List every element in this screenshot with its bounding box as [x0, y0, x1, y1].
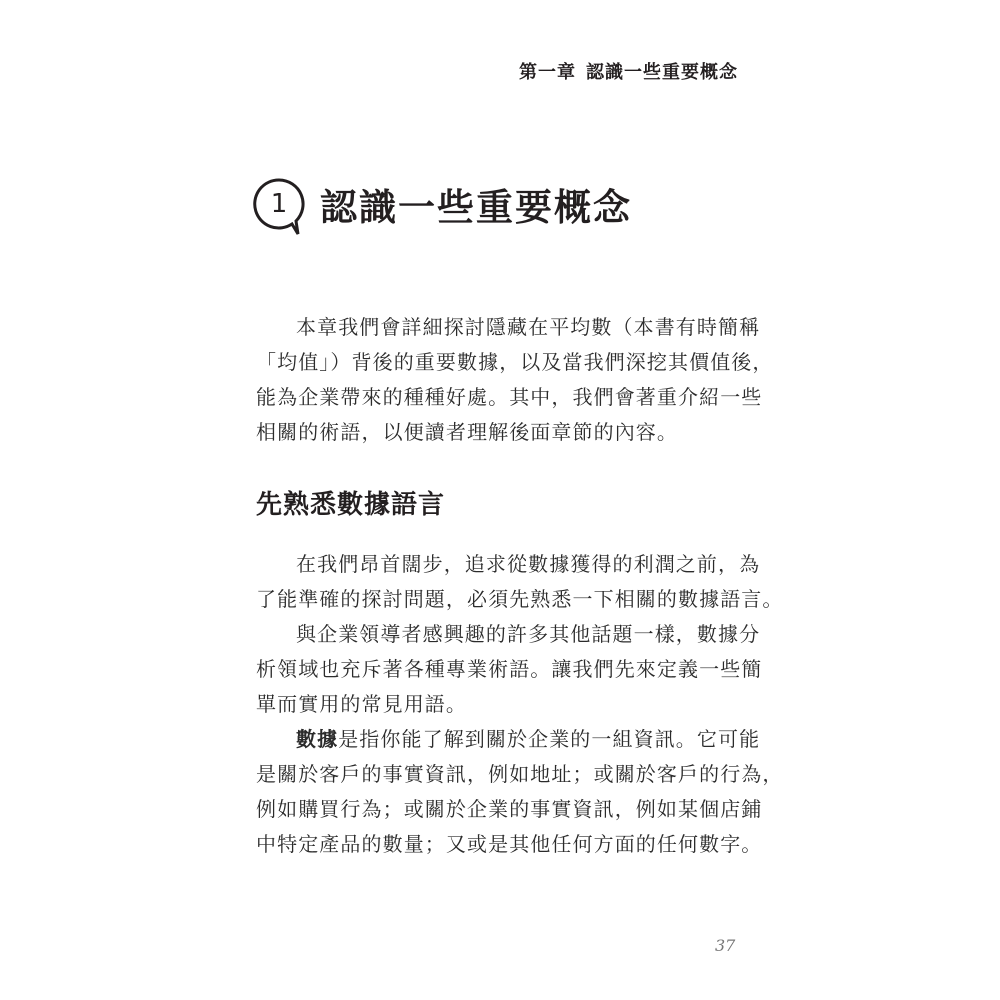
text-line: 相關的術語，以便讀者理解後面章節的內容。 [256, 420, 678, 444]
speech-bubble-number-icon [252, 177, 306, 231]
text-line: 例如購買行為；或關於企業的事實資訊，例如某個店鋪 [256, 797, 763, 821]
page-number: 37 [715, 936, 736, 955]
text-line: 是關於客戶的事實資訊，例如地址；或關於客戶的行為， [256, 762, 784, 786]
text-line: 了能準確的探討問題，必須先熟悉一下相關的數據語言。 [256, 587, 784, 611]
running-head-title: 認識一些重要概念 [586, 62, 738, 83]
intro-paragraph [256, 310, 774, 450]
text-line: 單而實用的常見用語。 [256, 692, 467, 716]
text-line: 「均值」）背後的重要數據，以及當我們深挖其價值後， [256, 350, 774, 374]
section-body [256, 547, 784, 862]
text-line: 在我們昂首闊步，追求從數據獲得的利潤之前，為 [296, 552, 761, 576]
section-heading: 先熟悉數據語言 [256, 490, 446, 520]
chapter-number: 1 [270, 189, 288, 219]
definition-text: 是指你能了解到關於企業的一組資訊。它可能 [338, 727, 761, 751]
running-head [519, 58, 738, 84]
text-line: 能為企業帶來的種種好處。其中，我們會著重介紹一些 [256, 385, 763, 409]
text-line: 中特定產品的數量；又或是其他任何方面的任何數字。 [256, 832, 763, 856]
chapter-title: 認識一些重要概念 [320, 185, 632, 229]
text-line: 本章我們會詳細探討隱藏在平均數（本書有時簡稱 [296, 315, 761, 339]
chapter-heading [252, 172, 632, 236]
text-line: 析領域也充斥著各種專業術語。讓我們先來定義一些簡 [256, 657, 763, 681]
term-data: 數據 [296, 727, 339, 751]
running-head-chapter: 第一章 [519, 62, 576, 83]
text-line: 與企業領導者感興趣的許多其他話題一樣，數據分 [296, 622, 761, 646]
definition-line [256, 722, 761, 757]
